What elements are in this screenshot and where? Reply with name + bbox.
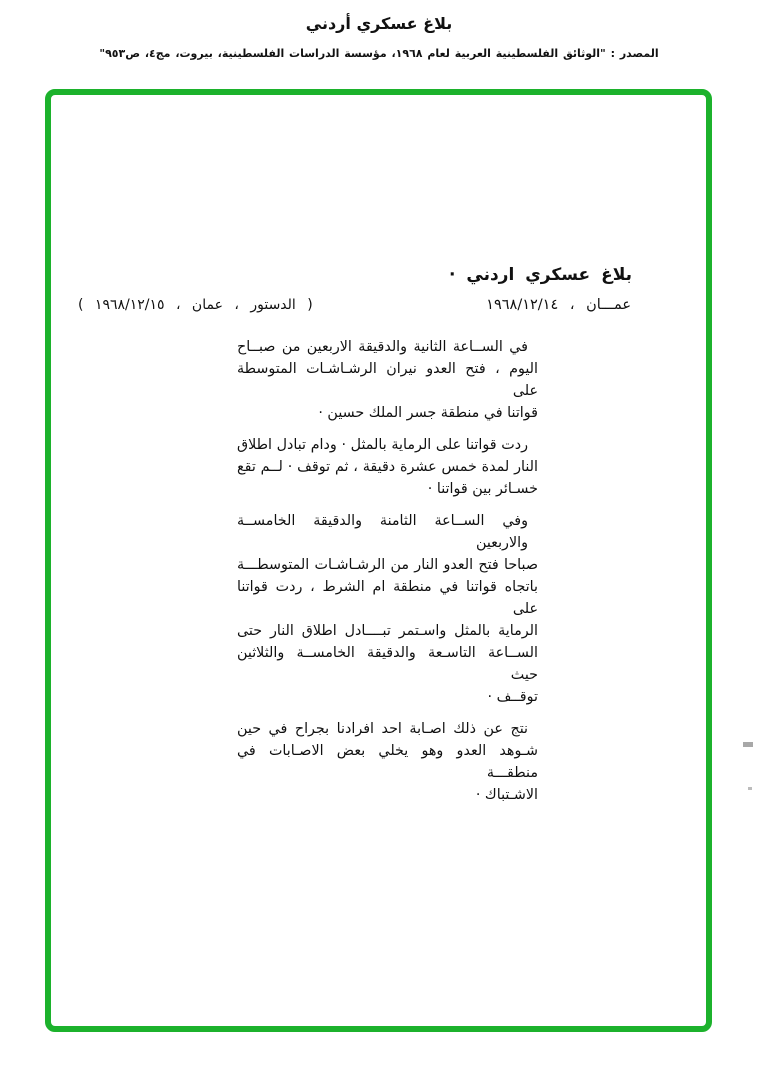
text-line: شـوهد العدو وهو يخلي بعض الاصـابات في منطقـــة [237,743,538,781]
text-line: اليوم ، فتح العدو نيران الرشـاشـات المتوسطة على [237,361,538,399]
text-line: باتجاه قواتنا في منطقة ام الشرط ، ردت قواتنا على [237,579,538,617]
text-line: الرماية بالمثل واسـتمر تبــــادل اطلاق النار حتى [237,623,538,639]
text-line: الاشـتباك · [475,787,538,803]
text-line: وفي الســاعة الثامنة والدقيقة الخامســة والاربعين [237,513,528,551]
paragraph-1 [237,336,538,424]
communique-body [237,336,538,816]
scan-artifact-speck [748,787,752,790]
text-line: صباحا فتح العدو النار من الرشـاشـات المتوسطـــة [237,557,538,573]
source-citation: المصدر : "الوثائق الفلسطينية العربية لعام ١٩٦٨، مؤسسة الدراسات الفلسطينية، بيروت، مج٤، ص٩٥٣" [99,47,659,60]
text-line: ردت قواتنا على الرماية بالمثل · ودام تبادل اطلاق [237,437,528,453]
paragraph-2 [237,434,538,500]
paragraph-4 [237,718,538,806]
text-line: نتج عن ذلك اصـابة احد افرادنا بجراح في حين [237,721,528,737]
text-line: قواتنا في منطقة جسر الملك حسين · [318,405,538,421]
text-line: النار لمدة خمس عشرة دقيقة ، ثم توقف · لــم تقع [237,459,538,475]
text-line: في الســاعة الثانية والدقيقة الاربعين من صبــاح [237,339,528,355]
text-line: خسـائر بين قواتنا · [427,481,538,497]
scan-artifact-speck [743,742,753,747]
text-line: الســاعة التاسـعة والدقيقة الخامســة والثلاثين حيث [237,645,538,683]
press-attribution: ( الدستور ، عمان ، ١٩٦٨/١٢/١٥ ) [78,297,313,313]
communique-title: بلاغ عسكري اردني · [449,265,632,285]
page-header-title: بلاغ عسكري أردني [305,14,453,33]
paragraph-3 [237,510,538,708]
dateline: عمـــان ، ١٩٦٨/١٢/١٤ [486,297,631,313]
text-line: توقــف · [487,689,538,705]
